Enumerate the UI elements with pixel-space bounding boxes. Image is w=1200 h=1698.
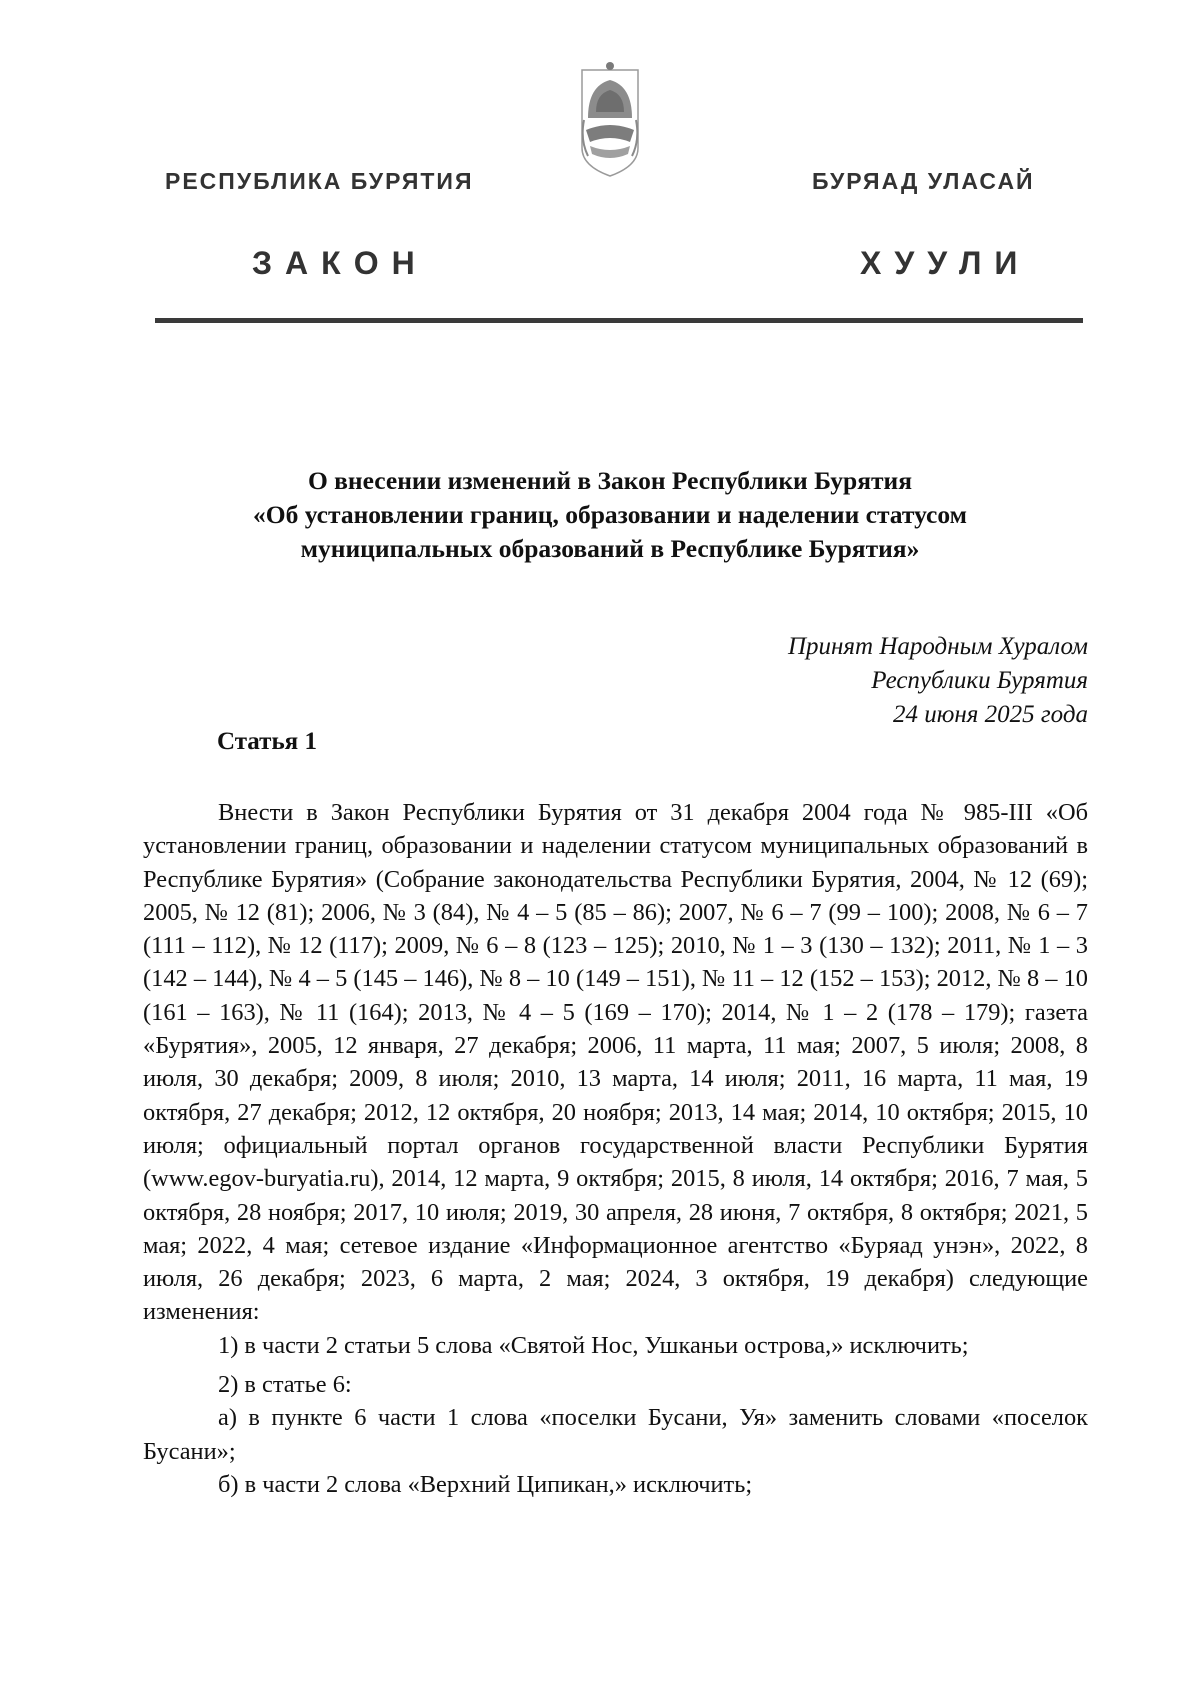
article-paragraph: 1) в части 2 статьи 5 слова «Святой Нос, Ушканьи острова,» исключить; [218, 1331, 969, 1359]
adoption-note [788, 630, 1088, 732]
coat-of-arms-icon [578, 50, 642, 180]
state-name-russian: РЕСПУБЛИКА БУРЯТИЯ [165, 168, 474, 194]
adoption-note-line: Республики Бурятия [871, 667, 1088, 694]
law-title-line: О внесении изменений в Закон Республики Бурятия [307, 466, 913, 495]
law-title [130, 464, 1090, 566]
adoption-note-line: Принят Народным Хуралом [787, 633, 1088, 660]
article-paragraph: б) в части 2 слова «Верхний Ципикан,» исключить; [218, 1470, 753, 1498]
doc-type-buryat: ХУУЛИ [860, 245, 1031, 281]
article-paragraph: а) в пункте 6 части 1 слова «поселки Бусани, Уя» заменить словами «поселок Бусани»; [143, 1404, 1088, 1465]
doc-type-russian: ЗАКОН [252, 245, 428, 281]
header-divider [155, 318, 1083, 323]
adoption-date: 24 июня 2025 года [893, 701, 1088, 728]
article-paragraph: Внести в Закон Республики Бурятия от 31 декабря 2004 года № 985-III «Об установлении границ, образовании и наделении статусом муниципальных образований в Республике Бурятия» (Собрание законодательства Республики Бурятия, 2004, № 12 (69); 2005, № 12 (81); 2006, № 3 (84), № 4 – 5 (85 – 86); 2007, № 6 – 7 (99 – 100); 2008, № 6 – 7 (111 – 112), № 12 (117); 2009, № 6 – 8 (123 – 125); 2010, № 1 – 3 (130 – 132); 2011, № 1 – 3 (142 – 144), № 4 – 5 (145 – 146), № 8 – 10 (149 – 151), № 11 – 12 (152 – 153); 2012, № 8 – 10 (161 – 163), № 11 (164); 2013, № 4 – 5 (169 – 170); 2014, № 1 – 2 (178 – 179); газета «Бурятия», 2005, 12 января, 27 декабря; 2006, 11 марта, 11 мая; 2007, 5 июля; 2008, 8 июля, 30 декабря; 2009, 8 июля; 2010, 13 марта, 14 июля; 2011, 16 марта, 11 мая, 19 октября, 27 декабря; 2012, 12 октября, 20 ноября; 2013, 14 мая; 2014, 10 октября; 2015, 10 июля; официальный портал органов государственной власти Республики Бурятия (www.egov-buryatia.ru), 2014, 12 марта, 9 октября; 2015, 8 июля, 14 октября; 2016, 7 мая, 5 октября, 28 ноября; 2017, 10 июля; 2019, 30 апреля, 28 июня, 7 октября, 8 октября; 2021, 5 мая; 2022, 4 мая; сетевое издание «Информационное агентство «Буряад унэн», 2022, 8 июля, 26 декабря; 2023, 6 марта, 2 мая; 2024, 3 октября, 19 декабря) следующие изменения: [143, 799, 1088, 1326]
article-paragraph: 2) в статье 6: [218, 1371, 352, 1399]
article-body [143, 796, 1088, 1501]
state-name-buryat: БУРЯАД УЛАСАЙ [812, 168, 1035, 194]
law-title-line: муниципальных образований в Республике Бурятия» [300, 534, 920, 563]
article-heading: Статья 1 [217, 728, 317, 755]
law-title-line: «Об установлении границ, образовании и наделении статусом [252, 500, 967, 529]
